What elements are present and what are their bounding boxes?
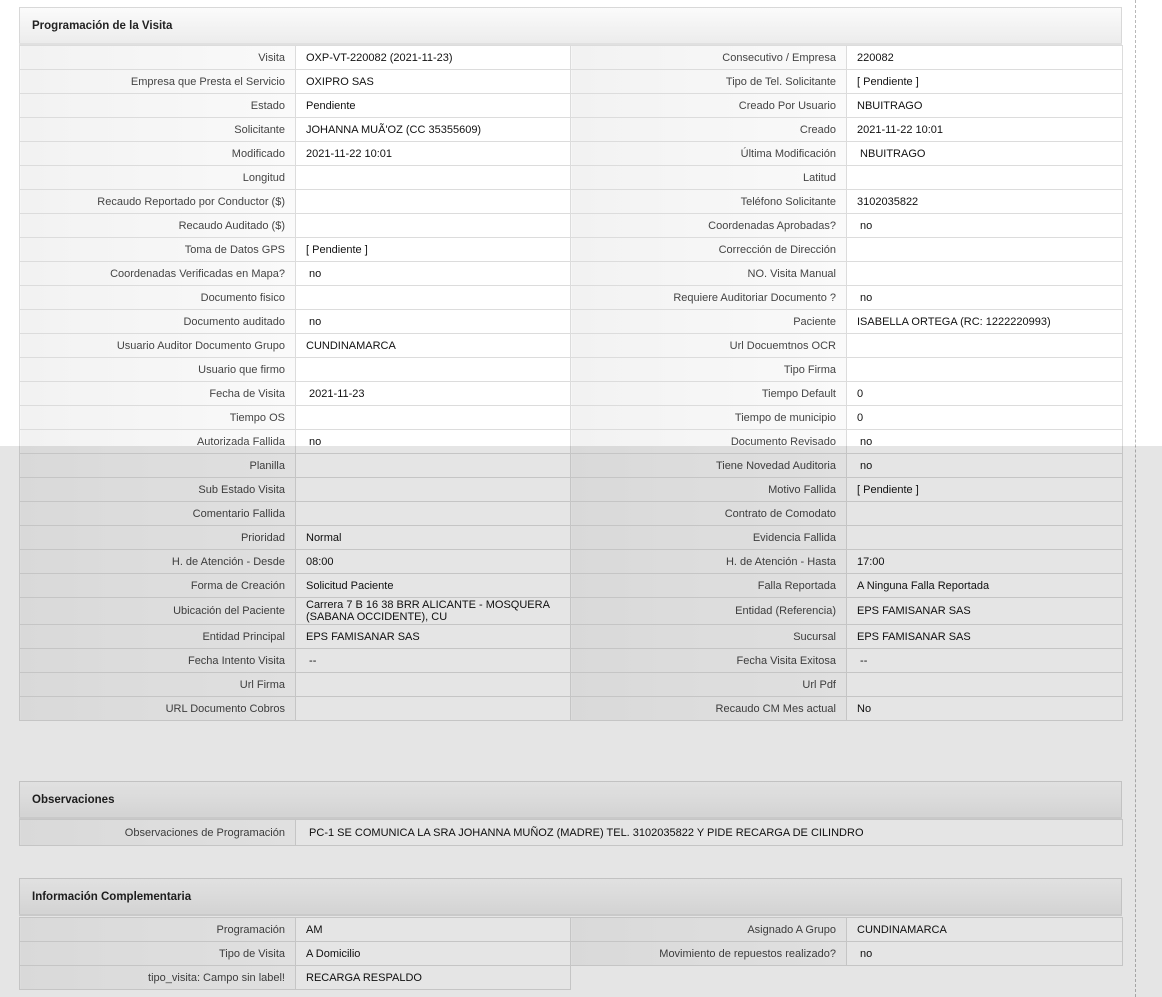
table-row bbox=[20, 70, 1123, 94]
field-value: no bbox=[847, 214, 1123, 238]
field-value: PC-1 SE COMUNICA LA SRA JOHANNA MUÑOZ (MADRE) TEL. 3102035822 Y PIDE RECARGA DE CILINDRO bbox=[296, 820, 1123, 846]
table-row bbox=[20, 94, 1123, 118]
field-value: no bbox=[296, 262, 571, 286]
field-label: Latitud bbox=[571, 166, 847, 190]
field-value bbox=[296, 214, 571, 238]
field-value: OXP-VT-220082 (2021-11-23) bbox=[296, 46, 571, 70]
table-row bbox=[20, 430, 1123, 454]
field-label: Consecutivo / Empresa bbox=[571, 46, 847, 70]
table-row bbox=[20, 454, 1123, 478]
table-row bbox=[20, 502, 1123, 526]
field-value: JOHANNA MUÃ'OZ (CC 35355609) bbox=[296, 118, 571, 142]
field-value bbox=[847, 262, 1123, 286]
field-value: 220082 bbox=[847, 46, 1123, 70]
table-row bbox=[20, 550, 1123, 574]
field-label: Comentario Fallida bbox=[20, 502, 296, 526]
field-value: 2021-11-22 10:01 bbox=[296, 142, 571, 166]
table-row bbox=[20, 478, 1123, 502]
field-label: Coordenadas Verificadas en Mapa? bbox=[20, 262, 296, 286]
field-label: Corrección de Dirección bbox=[571, 238, 847, 262]
field-value: No bbox=[847, 697, 1123, 721]
table-row bbox=[20, 673, 1123, 697]
field-label: Recaudo CM Mes actual bbox=[571, 697, 847, 721]
field-label: H. de Atención - Hasta bbox=[571, 550, 847, 574]
field-label: Creado Por Usuario bbox=[571, 94, 847, 118]
field-value: Normal bbox=[296, 526, 571, 550]
field-label: Evidencia Fallida bbox=[571, 526, 847, 550]
field-label: Creado bbox=[571, 118, 847, 142]
field-label: Autorizada Fallida bbox=[20, 430, 296, 454]
field-label: Recaudo Auditado ($) bbox=[20, 214, 296, 238]
field-label: Tiempo OS bbox=[20, 406, 296, 430]
field-label: Url Docuemtnos OCR bbox=[571, 334, 847, 358]
field-value bbox=[296, 406, 571, 430]
field-label: Tiene Novedad Auditoria bbox=[571, 454, 847, 478]
field-value bbox=[296, 166, 571, 190]
field-value: Pendiente bbox=[296, 94, 571, 118]
field-label: Sub Estado Visita bbox=[20, 478, 296, 502]
field-label: Programación bbox=[20, 918, 296, 942]
complementaria-table bbox=[19, 917, 1123, 990]
section-header-programacion bbox=[19, 7, 1122, 43]
field-value: no bbox=[296, 310, 571, 334]
field-value bbox=[847, 673, 1123, 697]
field-value: RECARGA RESPALDO bbox=[296, 966, 571, 990]
field-label: Observaciones de Programación bbox=[20, 820, 296, 846]
field-value: OXIPRO SAS bbox=[296, 70, 571, 94]
table-row bbox=[20, 286, 1123, 310]
field-value: 0 bbox=[847, 406, 1123, 430]
table-row bbox=[20, 598, 1123, 625]
table-row bbox=[20, 310, 1123, 334]
field-value: -- bbox=[847, 649, 1123, 673]
programacion-table bbox=[19, 45, 1123, 721]
field-label: Estado bbox=[20, 94, 296, 118]
field-label: Modificado bbox=[20, 142, 296, 166]
field-value: no bbox=[847, 454, 1123, 478]
field-label: Coordenadas Aprobadas? bbox=[571, 214, 847, 238]
field-value: no bbox=[847, 430, 1123, 454]
field-value: EPS FAMISANAR SAS bbox=[847, 598, 1123, 625]
field-value: no bbox=[847, 942, 1123, 966]
table-row bbox=[20, 166, 1123, 190]
field-value bbox=[296, 697, 571, 721]
field-value bbox=[847, 166, 1123, 190]
field-label: Tipo Firma bbox=[571, 358, 847, 382]
field-value: A Domicilio bbox=[296, 942, 571, 966]
field-value: 17:00 bbox=[847, 550, 1123, 574]
field-value: CUNDINAMARCA bbox=[847, 918, 1123, 942]
section-title: Programación de la Visita bbox=[32, 19, 173, 32]
table-row bbox=[20, 918, 1123, 942]
field-value: Carrera 7 B 16 38 BRR ALICANTE - MOSQUERA (SABANA OCCIDENTE), CU bbox=[296, 598, 571, 625]
field-value: -- bbox=[296, 649, 571, 673]
field-label: Entidad (Referencia) bbox=[571, 598, 847, 625]
field-label: Prioridad bbox=[20, 526, 296, 550]
table-row bbox=[20, 190, 1123, 214]
field-value: AM bbox=[296, 918, 571, 942]
field-value: 2021-11-23 bbox=[296, 382, 571, 406]
table-row bbox=[20, 526, 1123, 550]
field-value bbox=[296, 358, 571, 382]
field-label: URL Documento Cobros bbox=[20, 697, 296, 721]
field-value bbox=[296, 190, 571, 214]
table-row bbox=[20, 334, 1123, 358]
table-row bbox=[20, 942, 1123, 966]
field-value bbox=[847, 502, 1123, 526]
section-title: Información Complementaria bbox=[32, 890, 192, 903]
table-row bbox=[20, 262, 1123, 286]
table-row bbox=[20, 382, 1123, 406]
field-value bbox=[296, 286, 571, 310]
field-value: CUNDINAMARCA bbox=[296, 334, 571, 358]
field-label: Fecha de Visita bbox=[20, 382, 296, 406]
table-row bbox=[20, 574, 1123, 598]
field-label: Teléfono Solicitante bbox=[571, 190, 847, 214]
field-label: Entidad Principal bbox=[20, 625, 296, 649]
field-label: Url Firma bbox=[20, 673, 296, 697]
field-label: Ubicación del Paciente bbox=[20, 598, 296, 625]
field-label: tipo_visita: Campo sin label! bbox=[20, 966, 296, 990]
field-value: no bbox=[296, 430, 571, 454]
section-title: Observaciones bbox=[32, 793, 115, 806]
table-row bbox=[20, 238, 1123, 262]
field-label: Documento auditado bbox=[20, 310, 296, 334]
section-header-complementaria bbox=[19, 878, 1122, 914]
field-label: Tiempo Default bbox=[571, 382, 847, 406]
table-row bbox=[20, 118, 1123, 142]
table-row bbox=[20, 697, 1123, 721]
table-row bbox=[20, 820, 1123, 846]
field-label: Solicitante bbox=[20, 118, 296, 142]
field-label: Planilla bbox=[20, 454, 296, 478]
field-value bbox=[847, 526, 1123, 550]
field-label: Visita bbox=[20, 46, 296, 70]
table-row bbox=[20, 142, 1123, 166]
dashed-divider bbox=[1135, 0, 1136, 997]
field-label: Toma de Datos GPS bbox=[20, 238, 296, 262]
field-label: NO. Visita Manual bbox=[571, 262, 847, 286]
field-value: Solicitud Paciente bbox=[296, 574, 571, 598]
field-value: NBUITRAGO bbox=[847, 142, 1123, 166]
field-label: Recaudo Reportado por Conductor ($) bbox=[20, 190, 296, 214]
field-value bbox=[847, 334, 1123, 358]
field-label: Documento Revisado bbox=[571, 430, 847, 454]
field-value bbox=[847, 238, 1123, 262]
table-row bbox=[20, 358, 1123, 382]
field-label: Fecha Intento Visita bbox=[20, 649, 296, 673]
field-value: ISABELLA ORTEGA (RC: 1222220993) bbox=[847, 310, 1123, 334]
field-label: Tiempo de municipio bbox=[571, 406, 847, 430]
observaciones-table bbox=[19, 819, 1123, 846]
field-value: A Ninguna Falla Reportada bbox=[847, 574, 1123, 598]
table-row bbox=[20, 46, 1123, 70]
field-value: 3102035822 bbox=[847, 190, 1123, 214]
field-label: Fecha Visita Exitosa bbox=[571, 649, 847, 673]
field-value: EPS FAMISANAR SAS bbox=[296, 625, 571, 649]
field-value: EPS FAMISANAR SAS bbox=[847, 625, 1123, 649]
field-label: Forma de Creación bbox=[20, 574, 296, 598]
table-row bbox=[20, 966, 1123, 990]
field-value bbox=[296, 478, 571, 502]
field-label: Requiere Auditoriar Documento ? bbox=[571, 286, 847, 310]
field-label: Documento fisico bbox=[20, 286, 296, 310]
table-row bbox=[20, 406, 1123, 430]
field-label: Sucursal bbox=[571, 625, 847, 649]
field-label: Tipo de Visita bbox=[20, 942, 296, 966]
field-label: H. de Atención - Desde bbox=[20, 550, 296, 574]
table-row bbox=[20, 214, 1123, 238]
field-value: 2021-11-22 10:01 bbox=[847, 118, 1123, 142]
field-label: Última Modificación bbox=[571, 142, 847, 166]
field-value: [ Pendiente ] bbox=[847, 70, 1123, 94]
field-value bbox=[296, 502, 571, 526]
field-value: 08:00 bbox=[296, 550, 571, 574]
table-row bbox=[20, 649, 1123, 673]
field-label: Movimiento de repuestos realizado? bbox=[571, 942, 847, 966]
field-value bbox=[296, 454, 571, 478]
field-value: [ Pendiente ] bbox=[847, 478, 1123, 502]
field-label: Usuario que firmo bbox=[20, 358, 296, 382]
field-label: Asignado A Grupo bbox=[571, 918, 847, 942]
table-row bbox=[20, 625, 1123, 649]
field-label: Longitud bbox=[20, 166, 296, 190]
field-label: Tipo de Tel. Solicitante bbox=[571, 70, 847, 94]
field-value bbox=[847, 358, 1123, 382]
field-value: no bbox=[847, 286, 1123, 310]
field-value: 0 bbox=[847, 382, 1123, 406]
field-label: Paciente bbox=[571, 310, 847, 334]
field-label: Empresa que Presta el Servicio bbox=[20, 70, 296, 94]
field-value: NBUITRAGO bbox=[847, 94, 1123, 118]
field-label: Usuario Auditor Documento Grupo bbox=[20, 334, 296, 358]
field-label: Contrato de Comodato bbox=[571, 502, 847, 526]
field-label: Falla Reportada bbox=[571, 574, 847, 598]
empty-cell bbox=[571, 966, 847, 990]
field-value: [ Pendiente ] bbox=[296, 238, 571, 262]
field-label: Motivo Fallida bbox=[571, 478, 847, 502]
section-header-observaciones bbox=[19, 781, 1122, 817]
field-label: Url Pdf bbox=[571, 673, 847, 697]
empty-cell bbox=[847, 966, 1123, 990]
field-value bbox=[296, 673, 571, 697]
